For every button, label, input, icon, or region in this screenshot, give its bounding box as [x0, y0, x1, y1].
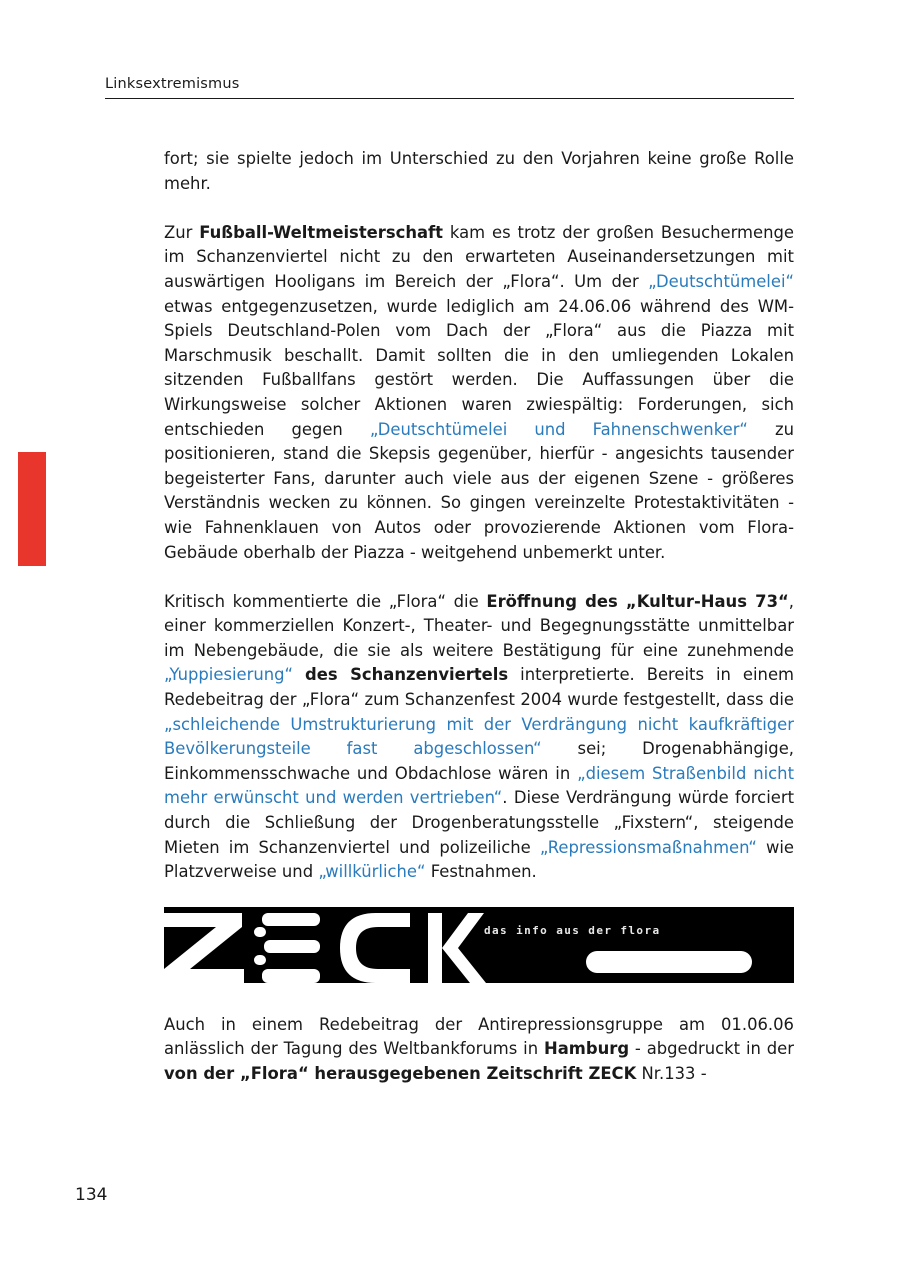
- text-run: wie Platzverweise und: [164, 837, 794, 882]
- paragraph: [164, 590, 794, 885]
- text-run: Zur: [164, 222, 200, 242]
- bold-text: Fußball-Weltmeisterschaft: [199, 222, 444, 242]
- page-number: 134: [75, 1185, 108, 1205]
- text-run: , einer kommerziellen Konzert-, Theater- und Begegnungsstätte unmittelbar im Nebengebäude, die sie als weitere Bestätigung für eine zunehmende: [164, 591, 794, 660]
- running-title: Linksextremismus: [105, 76, 240, 92]
- text-run: fort; sie spielte jedoch im Unterschied zu den Vorjahren keine große Rolle mehr.: [164, 149, 794, 193]
- text-run: Festnahmen.: [425, 862, 537, 882]
- main-body: [164, 147, 794, 1111]
- paragraph: [164, 221, 794, 565]
- quoted-text: „Yuppiesierung“: [164, 665, 294, 685]
- bold-text: Eröffnung des „Kultur-Haus 73“: [486, 591, 789, 611]
- chapter-side-marker: [18, 452, 46, 566]
- paragraph: [164, 147, 794, 196]
- bold-text: von der „Flora“ herausgegebenen Zeitschrift ZECK: [164, 1064, 637, 1083]
- text-run: Auch in einem Redebeitrag der Antirepressionsgruppe am 01.06.06 anlässlich der Tagung des Weltbankforums in: [164, 1014, 794, 1059]
- quoted-text: „Deutschtümelei“: [648, 271, 794, 291]
- text-run: etwas entgegenzusetzen, wurde lediglich am 24.06.06 während des WM-Spiels Deutschland-Polen vom Dach der „Flora“ aus die Piazza mit Marschmusik beschallt. Damit sollten die in den umliegenden Lokalen sitzenden Fußballfans gestört werden. Die Auffassungen über die Wirkungsweise solcher Aktionen waren zwiespältig: Forderungen, sich entschieden gegen: [164, 296, 794, 439]
- text-run: - abgedruckt in der: [629, 1039, 794, 1059]
- text-run: Kritisch kommentierte die „Flora“ die: [164, 591, 487, 611]
- quoted-text: „Repressionsmaßnahmen“: [539, 837, 757, 857]
- text-run: [293, 665, 305, 684]
- text-run: zu positionieren, stand die Skepsis gegenüber, hierfür - angesichts tausender begeisterter Fans, darunter auch viele aus der eigenen Szene - größeres Verständnis wecken zu können. So gingen vereinzelte Protestaktivitäten - wie Fahnenklauen von Autos oder provozierende Aktionen vom Flora-Gebäude oberhalb der Piazza - weitgehend unbemerkt unter.: [164, 419, 794, 562]
- text-run: interpretierte. Bereits in einem Redebeitrag der „Flora“ zum Schanzenfest 2004 wurde festgestellt, dass die: [164, 665, 794, 710]
- quoted-text: „schleichende Umstrukturierung mit der Verdrängung nicht kaufkräftiger Bevölkerungsteile fast abgeschlossen“: [164, 714, 794, 759]
- bold-text: des Schanzenviertels: [305, 665, 509, 685]
- text-run: Nr.133 -: [636, 1064, 707, 1083]
- quoted-text: „willkürliche“: [318, 862, 426, 882]
- text-run: kam es trotz der großen Besuchermenge im Schanzenviertel nicht zu den erwarteten Auseinandersetzungen mit auswärtigen Hooligans im Bereich der „Flora“. Um der: [164, 222, 794, 291]
- zeck-tagline: das info aus der flora: [484, 923, 661, 937]
- paragraph: [164, 1013, 794, 1087]
- text-run: sei; Drogenabhängige, Einkommensschwache und Obdachlose wären in: [164, 739, 794, 783]
- header-rule: [105, 98, 794, 99]
- bold-text: Hamburg: [543, 1039, 630, 1059]
- quoted-text: „diesem Straßenbild nicht mehr erwünscht und werden vertrieben“: [164, 763, 794, 808]
- quoted-text: „Deutschtümelei und Fahnenschwenker“: [369, 419, 748, 439]
- zeck-banner-image: [164, 907, 794, 983]
- zeck-logo: [164, 907, 794, 983]
- text-run: . Diese Verdrängung würde forciert durch die Schließung der Drogenberatungsstelle „Fixstern“, steigende Mieten im Schanzenviertel und polizeiliche: [164, 788, 794, 857]
